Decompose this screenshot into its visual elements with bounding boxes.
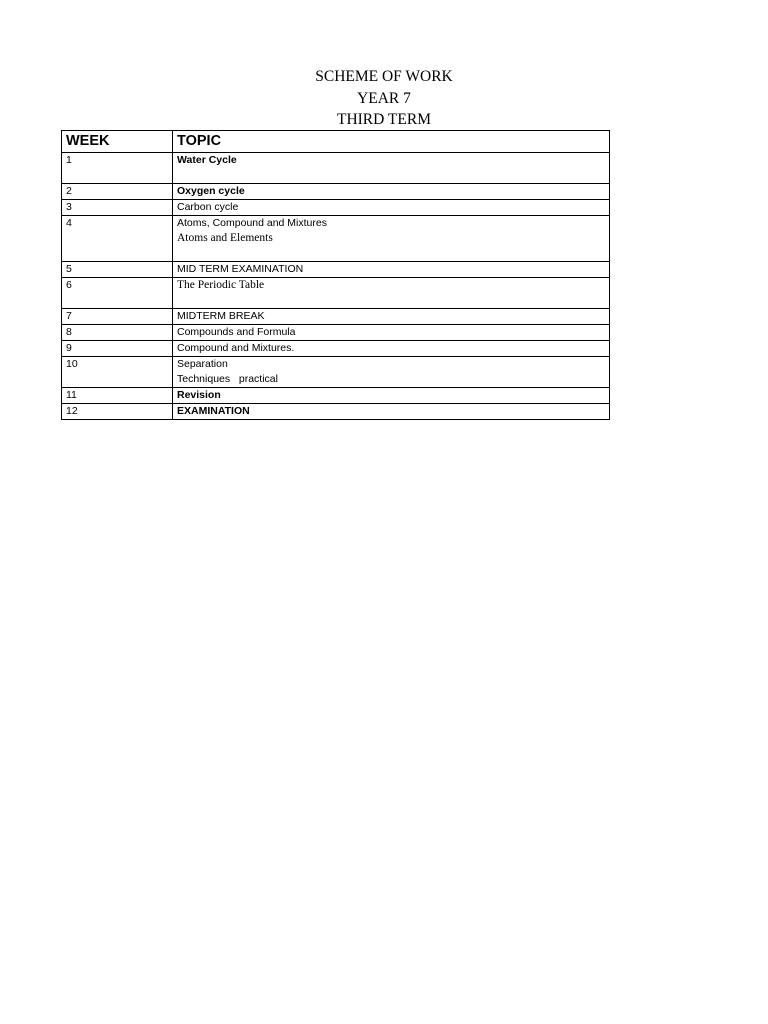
topic-text: Revision <box>177 389 221 401</box>
topic-cell <box>173 404 610 420</box>
week-cell: 5 <box>62 262 173 278</box>
title-year: YEAR 7 <box>357 89 411 107</box>
topic-cell <box>173 262 610 278</box>
topic-cell <box>173 184 610 200</box>
table-row <box>62 200 610 216</box>
week-cell: 8 <box>62 325 173 341</box>
topic-text: Carbon cycle <box>177 201 239 213</box>
table-row <box>62 341 610 357</box>
week-cell: 12 <box>62 404 173 420</box>
topic-cell <box>173 388 610 404</box>
topic-cell <box>173 309 610 325</box>
topic-text: MID TERM EXAMINATION <box>177 263 304 275</box>
table-row <box>62 262 610 278</box>
column-header-week: WEEK <box>62 131 173 153</box>
week-cell: 2 <box>62 184 173 200</box>
topic-text: Atoms, Compound and Mixtures <box>177 217 327 229</box>
table-header-row <box>62 131 610 153</box>
title-scheme-of-work: SCHEME OF WORK <box>315 68 453 85</box>
title-term: THIRD TERM <box>336 111 431 128</box>
topic-text: Separation <box>177 358 228 370</box>
week-cell: 4 <box>62 216 173 262</box>
topic-text: MIDTERM BREAK <box>177 310 265 322</box>
topic-cell <box>173 216 610 262</box>
week-cell: 10 <box>62 357 173 388</box>
topic-text: The Periodic Table <box>177 279 265 291</box>
table-row <box>62 278 610 309</box>
week-cell: 6 <box>62 278 173 309</box>
topic-cell <box>173 341 610 357</box>
table-row <box>62 357 610 388</box>
table-row <box>62 216 610 262</box>
topic-text: Water Cycle <box>177 154 237 166</box>
table-row <box>62 153 610 184</box>
week-cell: 1 <box>62 153 173 184</box>
week-cell: 11 <box>62 388 173 404</box>
topic-text: Compound and Mixtures. <box>177 342 295 354</box>
table-row <box>62 404 610 420</box>
topic-text: Oxygen cycle <box>177 185 245 197</box>
topic-cell <box>173 357 610 388</box>
scheme-table <box>61 130 610 420</box>
table-row <box>62 184 610 200</box>
topic-cell <box>173 153 610 184</box>
topic-subtext: Atoms and Elements <box>177 232 273 244</box>
table-row <box>62 325 610 341</box>
column-header-topic: TOPIC <box>173 131 610 153</box>
topic-text: Compounds and Formula <box>177 326 296 338</box>
topic-cell <box>173 325 610 341</box>
week-cell: 3 <box>62 200 173 216</box>
table-row <box>62 309 610 325</box>
week-cell: 7 <box>62 309 173 325</box>
topic-subtext: Techniques practical <box>177 373 278 385</box>
topic-cell <box>173 278 610 309</box>
document-title <box>0 66 768 131</box>
topic-text: EXAMINATION <box>177 405 250 417</box>
table-row <box>62 388 610 404</box>
week-cell: 9 <box>62 341 173 357</box>
topic-cell <box>173 200 610 216</box>
